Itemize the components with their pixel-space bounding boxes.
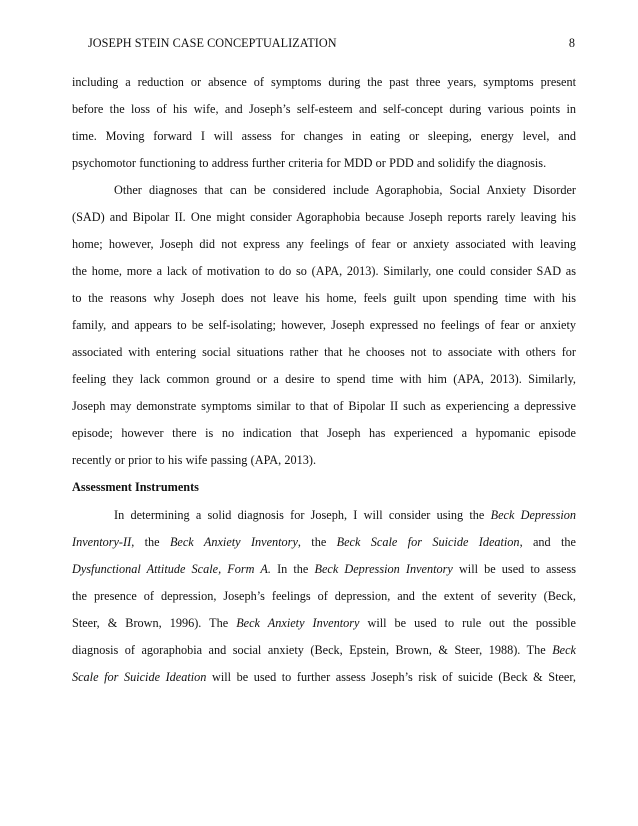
text-run: , and the [519, 535, 576, 549]
text-line: time. Moving forward I will assess for changes in eating or sleeping, energy level, and [72, 129, 576, 143]
text-line: including a reduction or absence of symptoms during the past three years, symptoms present [72, 75, 576, 89]
text-run: In determining a solid diagnosis for Joseph, I will consider using the [114, 508, 491, 522]
italic-title: Beck [552, 643, 576, 657]
text-line: Other diagnoses that can be considered include Agoraphobia, Social Anxiety Disorder [114, 183, 576, 197]
page-number: 8 [568, 36, 575, 50]
text-line: the home, more a lack of motivation to do so (APA, 2013). Similarly, one could consider SAD as [72, 264, 576, 278]
text-line: Joseph may demonstrate symptoms similar to that of Bipolar II such as experiencing a depressive [72, 399, 576, 413]
text-line: recently or prior to his wife passing (APA, 2013). [72, 453, 317, 467]
text-line [72, 615, 576, 631]
text-run: diagnosis of agoraphobia and social anxiety (Beck, Epstein, Brown, & Steer, 1988). The [72, 643, 553, 657]
text-line: associated with entering social situations rather that he chooses not to associate with others for [72, 345, 576, 359]
text-line [72, 669, 576, 685]
text-line [72, 561, 576, 577]
italic-title: Inventory-II [72, 535, 132, 549]
text-line: to the reasons why Joseph does not leave his home, feels guilt upon spending time with his [72, 291, 576, 305]
italic-title: Beck Depression [490, 508, 576, 522]
text-line: feeling they lack common ground or a desire to spend time with him (APA, 2013). Similarly, [72, 372, 576, 386]
italic-title: Beck Anxiety Inventory [169, 535, 298, 549]
text-line [72, 642, 576, 658]
italic-title: Beck Depression Inventory [314, 562, 453, 576]
text-line: episode; however there is no indication that Joseph has experienced a hypomanic episode [72, 426, 576, 440]
text-line: the presence of depression, Joseph’s feelings of depression, and the extent of severity (Beck, [72, 589, 576, 603]
text-run: will be used to rule out the possible [359, 616, 576, 630]
text-line: home; however, Joseph did not express any feelings of fear or anxiety associated with leaving [72, 237, 576, 251]
text-line: (SAD) and Bipolar II. One might consider Agoraphobia because Joseph reports rarely leaving his [72, 210, 576, 224]
text-line [72, 534, 576, 550]
text-line: before the loss of his wife, and Joseph’s self-esteem and self-concept during various points in [72, 102, 576, 116]
text-run: Steer, & Brown, 1996). The [72, 616, 237, 630]
section-heading: Assessment Instruments [72, 480, 199, 494]
text-run: will be used to further assess Joseph’s risk of suicide (Beck & Steer, [206, 670, 576, 684]
text-line: psychomotor functioning to address further criteria for MDD or PDD and solidify the diagnosis. [72, 156, 547, 170]
italic-title: Beck Scale for Suicide Ideation [336, 535, 520, 549]
text-run: In the [270, 562, 315, 576]
italic-title: Dysfunctional Attitude Scale, Form A. [72, 562, 271, 576]
text-run: , the [297, 535, 337, 549]
italic-title: Beck Anxiety Inventory [236, 616, 360, 630]
text-run: will be used to assess [452, 562, 576, 576]
text-line [114, 507, 576, 523]
text-line: family, and appears to be self-isolating; however, Joseph expressed no feelings of fear or anxiety [72, 318, 576, 332]
running-head: JOSEPH STEIN CASE CONCEPTUALIZATION [88, 36, 337, 50]
text-run: , the [131, 535, 170, 549]
italic-title: Scale for Suicide Ideation [72, 670, 207, 684]
